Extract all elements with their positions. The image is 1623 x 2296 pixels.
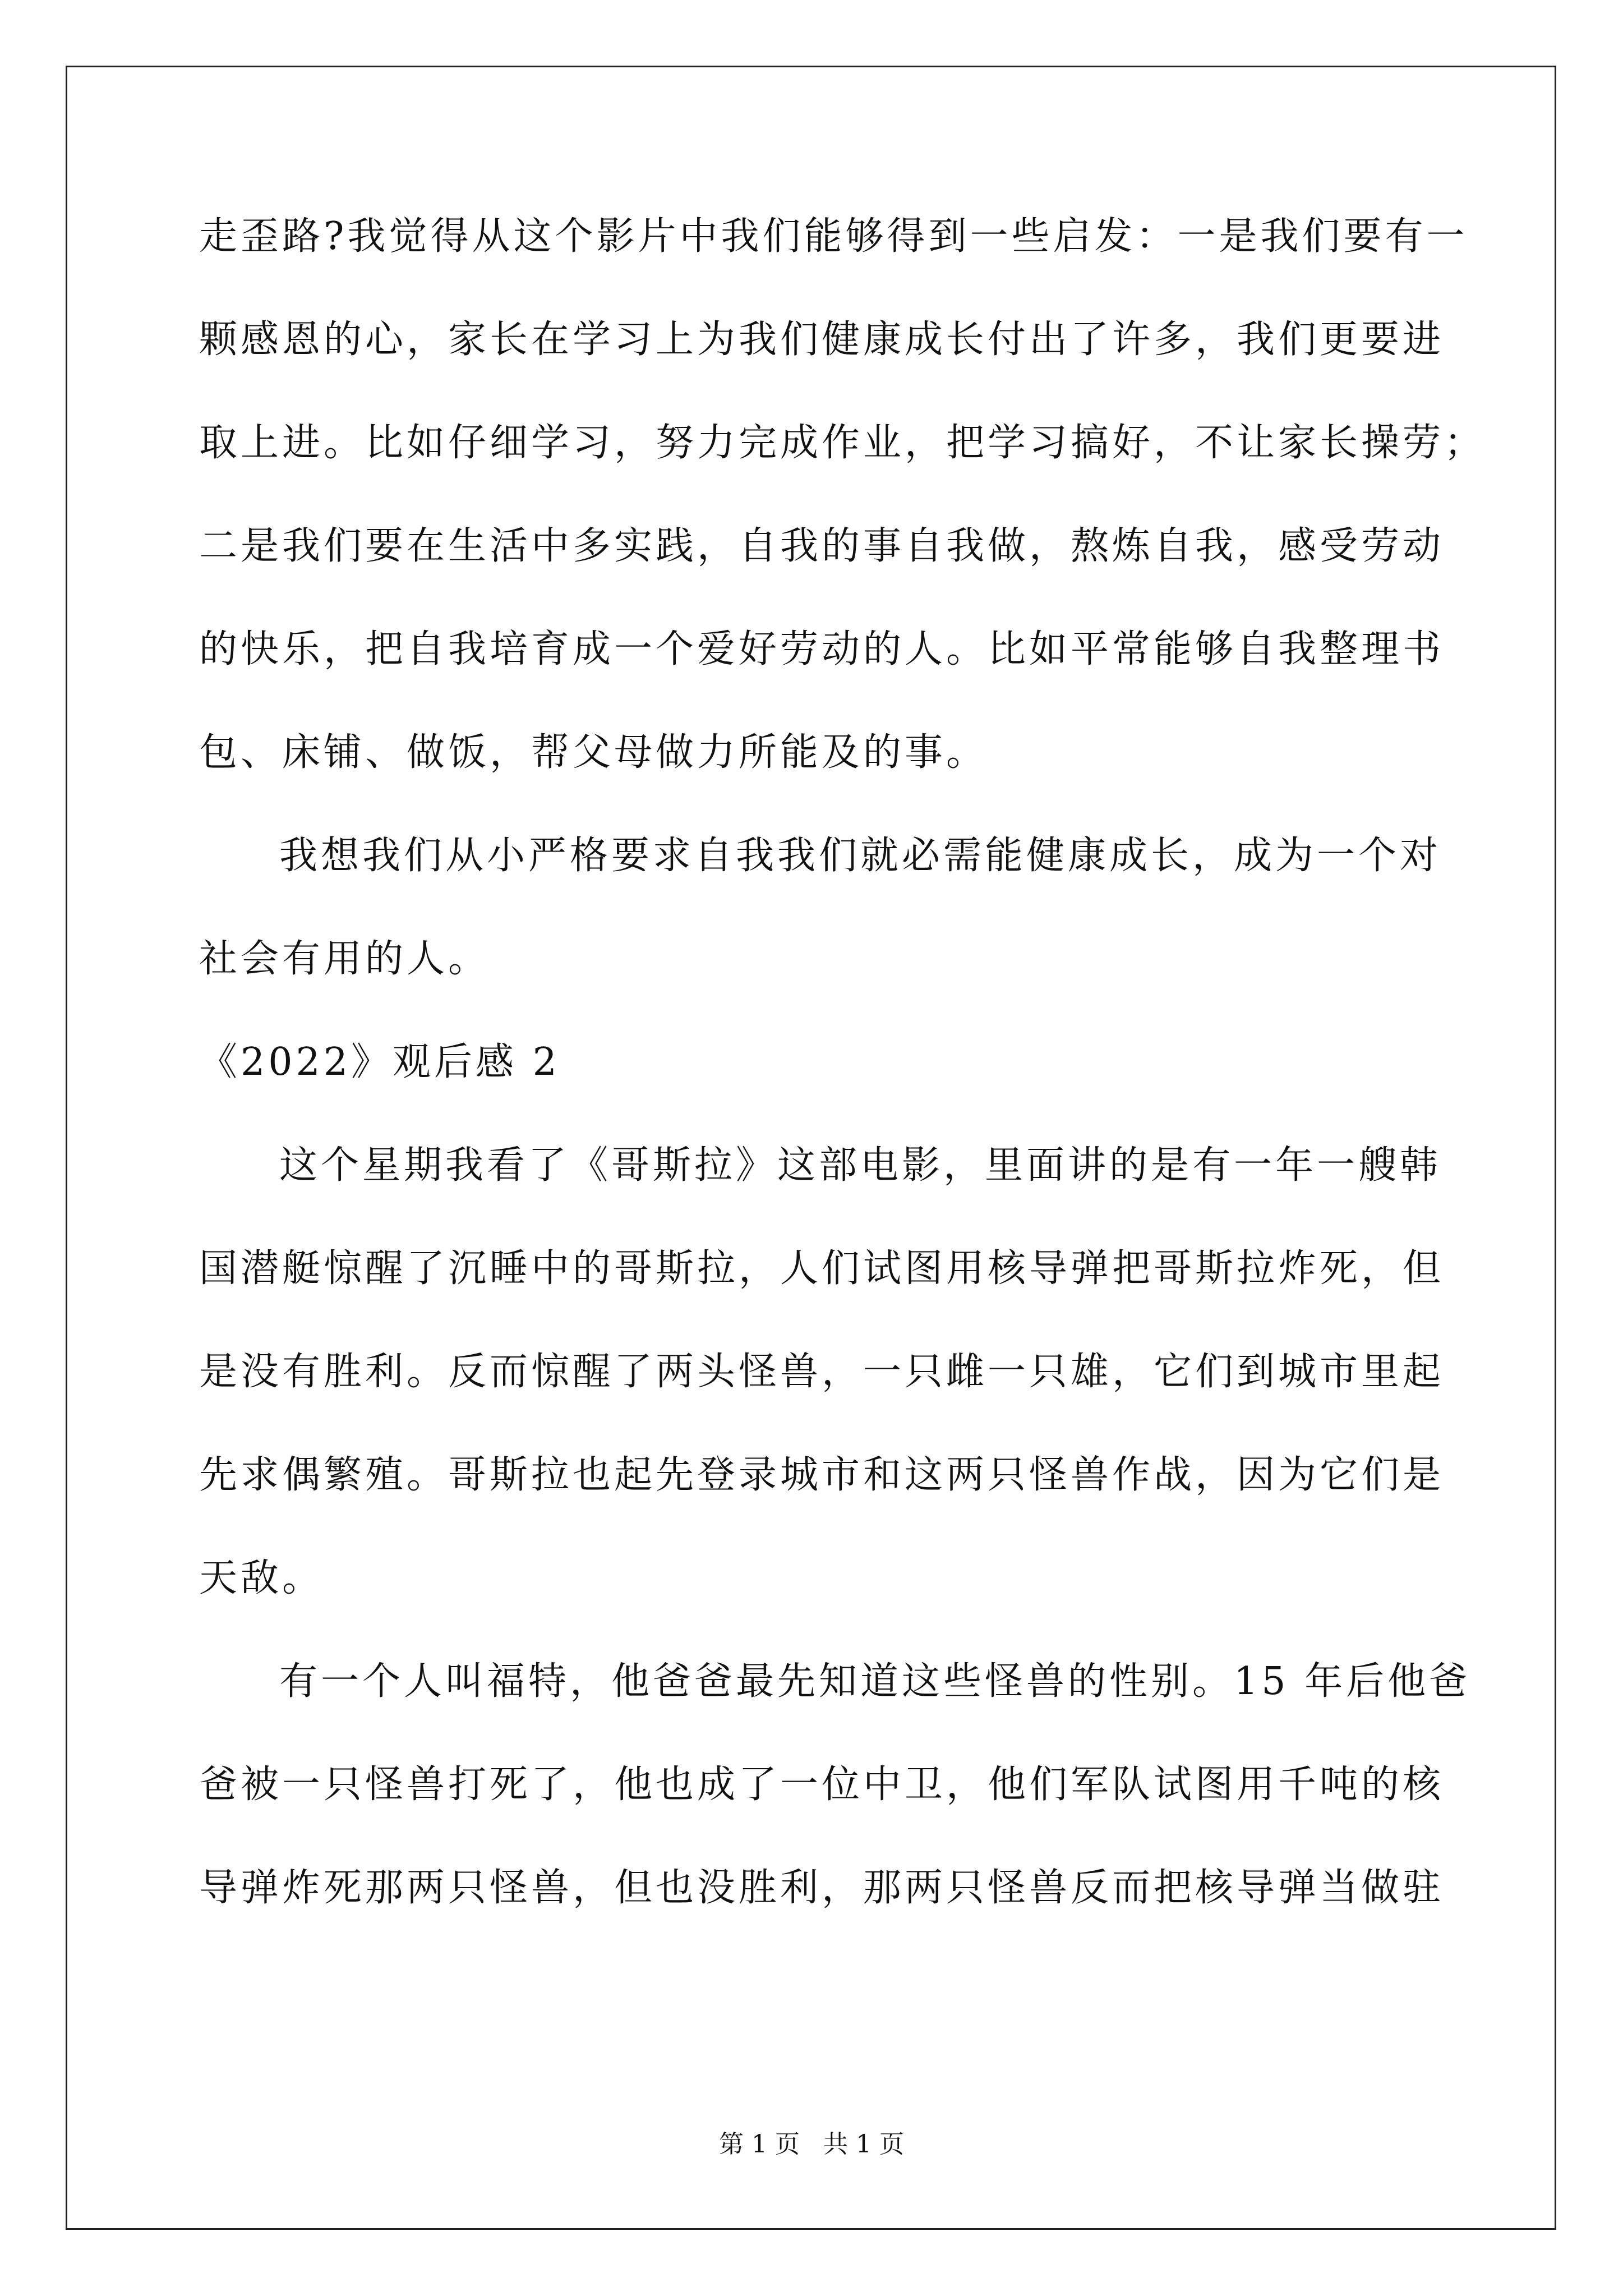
text-line-15: 有一个人叫福特，他爸爸最先知道这些怪兽的性别。15 年后他爸 bbox=[279, 1659, 1471, 1704]
text-line-13: 先求偶繁殖。哥斯拉也起先登录城市和这两只怪兽作战，因为它们是 bbox=[199, 1453, 1445, 1497]
text-line-12: 是没有胜利。反而惊醒了两头怪兽，一只雌一只雄，它们到城市里起 bbox=[199, 1350, 1445, 1394]
text-line-11: 国潜艇惊醒了沉睡中的哥斯拉，人们试图用核导弹把哥斯拉炸死，但 bbox=[199, 1246, 1445, 1291]
text-line-5: 的快乐，把自我培育成一个爱好劳动的人。比如平常能够自我整理书 bbox=[199, 627, 1445, 671]
text-line-17: 导弹炸死那两只怪兽，但也没胜利，那两只怪兽反而把核导弹当做驻 bbox=[199, 1866, 1445, 1910]
document-body bbox=[199, 208, 1486, 1962]
text-line-1: 走歪路?我觉得从这个影片中我们能够得到一些启发：一是我们要有一 bbox=[199, 214, 1468, 259]
text-line-3: 取上进。比如仔细学习，努力完成作业，把学习搞好，不让家长操劳； bbox=[199, 421, 1486, 465]
text-line-14: 天敌。 bbox=[199, 1556, 324, 1600]
text-line-16: 爸被一只怪兽打死了，他也成了一位中卫，他们军队试图用千吨的核 bbox=[199, 1763, 1445, 1807]
text-line-2: 颗感恩的心，家长在学习上为我们健康成长付出了许多，我们更要进 bbox=[199, 318, 1445, 362]
text-line-4: 二是我们要在生活中多实践，自我的事自我做，熬炼自我，感受劳动 bbox=[199, 524, 1445, 568]
text-line-8: 社会有用的人。 bbox=[199, 937, 490, 981]
text-line-10: 这个星期我看了《哥斯拉》这部电影，里面讲的是有一年一艘韩 bbox=[279, 1143, 1442, 1188]
text-line-6: 包、床铺、做饭，帮父母做力所能及的事。 bbox=[199, 730, 988, 775]
page-number-footer: 第 1 页 共 1 页 bbox=[719, 2130, 904, 2159]
section-heading: 《2022》观后感 2 bbox=[199, 1040, 560, 1084]
text-line-7: 我想我们从小严格要求自我我们就必需能健康成长，成为一个对 bbox=[279, 834, 1442, 878]
